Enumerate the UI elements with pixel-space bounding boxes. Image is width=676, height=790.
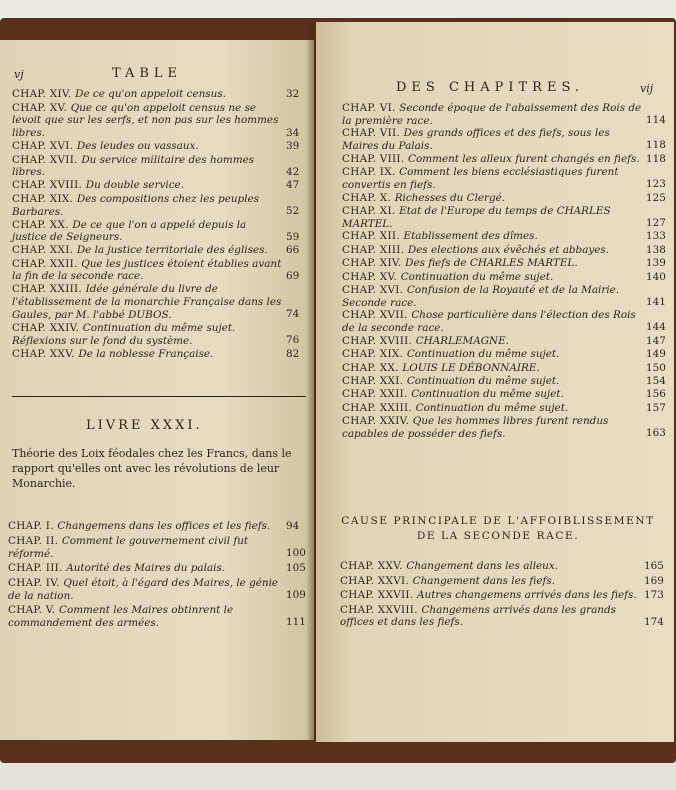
toc-chapter-label: CHAP. XXII. xyxy=(12,257,82,270)
toc-chapter-title: De ce que l'on a appelé depuis la justice de Seigneurs. xyxy=(12,218,247,244)
toc-chapter-label: CHAP. XVII. xyxy=(12,153,82,166)
toc-page-number: 111 xyxy=(286,616,306,628)
toc-page-number: 173 xyxy=(644,589,664,601)
toc-entry xyxy=(8,535,306,560)
toc-entry xyxy=(342,102,666,127)
toc-chapter-title: Des leudes ou vassaux. xyxy=(76,140,199,153)
toc-chapter-label: CHAP. XVI. xyxy=(342,284,407,296)
toc-page-number: 125 xyxy=(646,191,666,204)
toc-chapter-title: Confusion de la Royauté et de la Mairie. Seconde race. xyxy=(342,284,620,309)
toc-chapter-label: CHAP. VII. xyxy=(342,127,404,140)
toc-entry xyxy=(8,562,306,575)
toc-chapter-label: CHAP. I. xyxy=(8,520,58,532)
toc-page-number: 100 xyxy=(286,547,306,559)
toc-chapter-label: CHAP. XXIV. xyxy=(342,415,413,428)
toc-chapter-title: Comment le gouvernement civil fut réformé. xyxy=(8,535,249,560)
toc-page-number: 76 xyxy=(286,334,300,346)
toc-entry xyxy=(8,577,306,602)
toc-chapter-label: CHAP. XIX. xyxy=(12,193,77,205)
toc-page-number: 149 xyxy=(646,348,666,361)
toc-chapter-title: Quel étoit, à l'égard des Maires, le génie de la nation. xyxy=(8,577,279,602)
toc-page-number: 34 xyxy=(286,126,300,139)
toc-entry xyxy=(340,574,664,588)
toc-chapter-label: CHAP. XVII. xyxy=(342,309,412,322)
toc-chapter-title: Que les justices étoient établies avant la fin de la seconde race. xyxy=(12,257,282,283)
toc-entry xyxy=(342,270,666,284)
toc-chapter-title: Des grands offices et des fiefs, sous les Maires du Palais. xyxy=(342,127,610,152)
book-divider xyxy=(12,396,306,397)
toc-chapter-title: Continuation du même sujet. xyxy=(406,375,560,387)
toc-chapter-title: De la noblesse Françaisе. xyxy=(78,347,214,360)
toc-chapter-label: CHAP. XXIV. xyxy=(12,322,83,334)
toc-chapter-title: Etat de l'Europe du temps de CHARLES MARTEL. xyxy=(342,205,611,230)
toc-entry xyxy=(342,348,666,361)
toc-entry xyxy=(8,520,300,533)
toc-page-number: 169 xyxy=(644,574,664,587)
toc-chapter-label: CHAP. XIII. xyxy=(342,243,408,256)
section-heading: CAUSE PRINCIPALE DE L'AFFOIBLISSEMENT DE LA SECONDE RACE. xyxy=(341,515,655,542)
toc-chapter-label: CHAP. IV. xyxy=(8,577,64,589)
toc-entry xyxy=(12,347,300,361)
toc-chapter-title: Des elections aux évêchés et abbayes. xyxy=(407,243,610,256)
toc-chapter-label: CHAP. X. xyxy=(342,191,395,204)
toc-chapter-title: Richesses du Clergé. xyxy=(394,191,506,204)
toc-chapter-title: Changemens dans les offices et les fiefs. xyxy=(57,520,271,532)
toc-entry xyxy=(342,152,666,166)
toc-page-number: 69 xyxy=(286,269,300,282)
toc-chapter-title: Continuation du même sujet. Réflexions sur le fond du système. xyxy=(12,322,236,347)
toc-entry xyxy=(12,322,300,347)
toc-entry xyxy=(342,284,666,309)
toc-page-number: 52 xyxy=(286,205,300,217)
toc-chapter-label: CHAP. III. xyxy=(8,562,67,574)
toc-entry xyxy=(342,205,666,230)
toc-entry xyxy=(12,101,300,140)
toc-page-number: 150 xyxy=(646,361,666,374)
toc-entry xyxy=(342,230,666,243)
toc-entry xyxy=(12,244,300,257)
toc-page-number: 109 xyxy=(286,589,306,601)
toc-page-number: 118 xyxy=(646,152,666,165)
toc-page-number: 82 xyxy=(286,347,300,360)
toc-page-number: 133 xyxy=(646,230,666,243)
toc-entry xyxy=(342,191,666,205)
toc-entry xyxy=(340,560,664,573)
toc-page-number: 94 xyxy=(286,520,300,532)
toc-chapter-label: CHAP. XIX. xyxy=(342,348,407,361)
toc-page-number: 165 xyxy=(644,560,664,572)
toc-entry xyxy=(12,140,300,153)
toc-page-number: 47 xyxy=(286,179,300,192)
toc-chapter-label: CHAP. XVIII. xyxy=(12,179,86,192)
toc-page-number: 118 xyxy=(646,139,666,152)
toc-chapter-label: CHAP. XXIII. xyxy=(12,283,86,296)
toc-page-number: 66 xyxy=(286,244,300,257)
toc-chapter-title: Autorité des Maires du palais. xyxy=(66,562,226,574)
toc-entry xyxy=(340,589,664,602)
toc-page-number: 156 xyxy=(646,388,666,401)
toc-chapter-title: Comment les biens ecclésiastiques furent convertis en fiefs. xyxy=(342,166,619,191)
toc-page-number: 32 xyxy=(286,88,300,100)
toc-entry xyxy=(342,243,666,257)
toc-chapter-title: Continuation du même sujet. xyxy=(400,270,554,283)
toc-chapter-title: Que ce qu'on appeloit census ne se levoit que sur les serfs, et non pas sur les hommes libres. xyxy=(12,101,279,139)
toc-page-number: 141 xyxy=(646,296,666,308)
toc-entry xyxy=(342,257,666,270)
toc-chapter-title: Que les hommes libres furent rendus capables de posséder des fiefs. xyxy=(342,415,609,440)
toc-page-number: 74 xyxy=(286,308,300,321)
toc-chapter-label: CHAP. IX. xyxy=(342,166,400,179)
toc-chapter-label: CHAP. XXVIII. xyxy=(340,603,422,616)
toc-chapter-label: CHAP. VI. xyxy=(342,102,400,114)
toc-chapter-title: Des fiefs de CHARLES MARTEL. xyxy=(405,257,578,270)
toc-entry xyxy=(342,166,666,191)
toc-chapter-title: Changement dans les fiefs. xyxy=(412,574,555,587)
toc-chapter-label: CHAP. XII. xyxy=(342,230,404,243)
toc-chapter-label: CHAP. XV. xyxy=(12,101,71,114)
right-running-head: DES CHAPITRES. xyxy=(396,80,585,95)
book-summary: Théorie des Loix féodales chez les Francs, dans le rapport qu'elles ont avec les révolutions de leur Monarchie. xyxy=(12,447,292,490)
toc-entry xyxy=(8,604,306,629)
toc-chapter-title: Continuation du même sujet. xyxy=(411,388,564,401)
toc-chapter-label: CHAP. XXI. xyxy=(12,244,77,257)
toc-entry xyxy=(12,88,300,101)
toc-chapter-title: Idée générale du livre de l'établissement de la monarchie Françaisе dans les Gaules, par M. l'abbé DUBOS. xyxy=(12,283,282,321)
toc-page-number: 59 xyxy=(286,230,300,243)
toc-entry xyxy=(12,283,300,321)
toc-chapter-title: LOUIS LE DÉBONNAIRE. xyxy=(402,361,540,374)
toc-page-number: 147 xyxy=(646,334,666,347)
toc-chapter-title: Continuation du même sujet. xyxy=(406,348,560,361)
toc-page-number: 105 xyxy=(286,562,306,574)
toc-chapter-label: CHAP. XXVI. xyxy=(340,574,413,587)
toc-entry xyxy=(12,153,300,179)
toc-chapter-label: CHAP. XXV. xyxy=(340,560,407,572)
toc-chapter-label: CHAP. XXV. xyxy=(12,347,79,360)
toc-chapter-title: Comment les Maires obtinrent le commandement des armées. xyxy=(8,604,234,629)
left-page xyxy=(0,40,314,740)
toc-chapter-label: CHAP. XX. xyxy=(12,218,73,231)
toc-chapter-title: Du service militaire des hommes libres. xyxy=(12,153,255,179)
toc-page-number: 140 xyxy=(646,270,666,283)
toc-page-number: 139 xyxy=(646,257,666,270)
toc-chapter-title: De ce qu'on appeloit census. xyxy=(75,88,226,100)
toc-page-number: 174 xyxy=(644,615,664,628)
toc-chapter-label: CHAP. XX. xyxy=(342,361,403,374)
toc-chapter-label: CHAP. V. xyxy=(8,604,59,616)
toc-chapter-title: Seconde époque de l'abaissement des Rois de la première race. xyxy=(342,102,642,127)
toc-page-number: 39 xyxy=(286,140,300,153)
toc-chapter-label: CHAP. XVI. xyxy=(12,140,77,153)
toc-entry xyxy=(12,218,300,244)
toc-entry xyxy=(342,415,666,440)
toc-chapter-label: CHAP. XIV. xyxy=(342,257,406,270)
toc-chapter-label: CHAP. VIII. xyxy=(342,152,409,165)
toc-chapter-title: CHARLEMAGNE. xyxy=(415,334,509,347)
toc-chapter-label: CHAP. XXII. xyxy=(342,388,412,401)
toc-chapter-label: CHAP. XXI. xyxy=(342,375,407,387)
toc-page-number: 163 xyxy=(646,427,666,440)
toc-chapter-title: Changemens arrivés dans les grands offices et dans les fiefs. xyxy=(340,603,616,629)
toc-entry xyxy=(12,193,300,218)
toc-chapter-label: CHAP. XV. xyxy=(342,270,401,283)
toc-entry xyxy=(12,179,300,192)
toc-entry xyxy=(342,127,666,152)
toc-page-number: 154 xyxy=(646,375,666,387)
right-page-number: vij xyxy=(640,82,654,95)
left-running-head: TABLE xyxy=(112,66,183,81)
toc-chapter-label: CHAP. II. xyxy=(8,535,62,547)
toc-entry xyxy=(342,388,666,401)
toc-entry xyxy=(342,361,666,375)
toc-chapter-label: CHAP. XIV. xyxy=(12,88,76,100)
toc-entry xyxy=(342,375,666,388)
book-heading: LIVRE XXXI. xyxy=(86,418,203,433)
toc-page-number: 144 xyxy=(646,321,666,334)
toc-chapter-label: CHAP. XI. xyxy=(342,205,400,217)
toc-chapter-label: CHAP. XXVII. xyxy=(340,589,418,601)
toc-chapter-title: Etablissement des dîmes. xyxy=(403,230,538,243)
toc-page-number: 157 xyxy=(646,401,666,414)
toc-chapter-title: Changement dans les alleux. xyxy=(406,560,559,572)
toc-chapter-title: De la justice territoriale des églises. xyxy=(76,244,268,257)
toc-chapter-label: CHAP. XXIII. xyxy=(342,401,416,414)
toc-chapter-label: CHAP. XVIII. xyxy=(342,334,416,347)
toc-entry xyxy=(342,401,666,415)
toc-entry xyxy=(342,309,666,334)
left-page-number: vj xyxy=(14,68,24,81)
toc-page-number: 114 xyxy=(646,114,666,126)
right-page xyxy=(316,22,674,742)
toc-page-number: 138 xyxy=(646,243,666,256)
toc-page-number: 42 xyxy=(286,165,300,178)
toc-page-number: 127 xyxy=(646,217,666,229)
toc-chapter-title: Autres changemens arrivés dans les fiefs. xyxy=(417,589,637,601)
toc-entry xyxy=(342,334,666,348)
toc-chapter-title: Des compositions chez les peuples Barbares. xyxy=(12,193,259,218)
toc-entry xyxy=(340,603,664,629)
toc-chapter-title: Continuation du même sujet. xyxy=(415,401,569,414)
toc-page-number: 123 xyxy=(646,178,666,191)
toc-entry xyxy=(12,257,300,283)
toc-chapter-title: Chose particulière dans l'élection des Rois de la seconde race. xyxy=(342,309,636,334)
toc-chapter-title: Comment les alleux furent changés en fiefs. xyxy=(408,152,640,165)
toc-chapter-title: Du double service. xyxy=(85,179,184,192)
